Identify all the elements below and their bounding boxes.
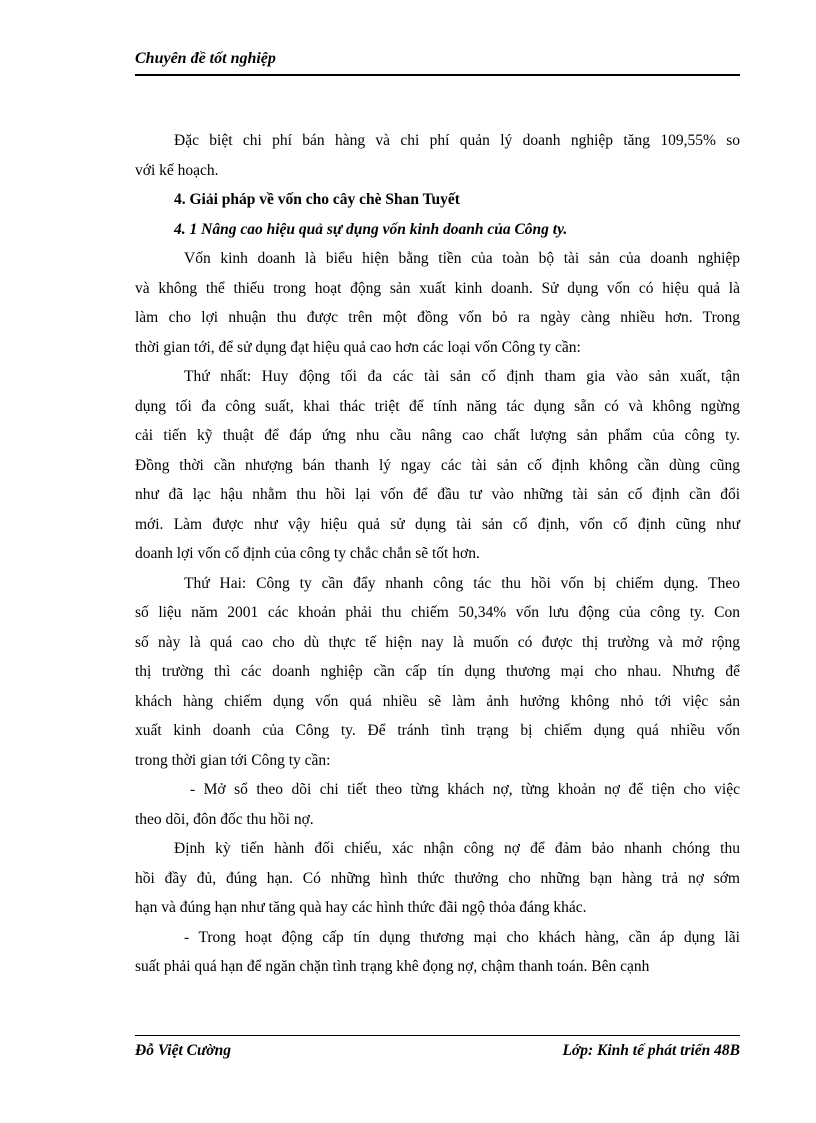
text-line: Vốn kinh doanh là biểu hiện bằng tiền của toàn bộ tài sản của doanh nghiệp: [184, 250, 740, 267]
text-line: khách hàng chiếm dụng vốn quá nhiều sẽ làm ảnh hưởng không nhỏ tới việc sản: [135, 692, 740, 710]
header-title: Chuyên đề tốt nghiệp: [135, 50, 276, 67]
subsection-heading: 4. 1 Nâng cao hiệu quả sự dụng vốn kinh doanh của Công ty.: [174, 220, 568, 238]
text-line: - Trong hoạt động cấp tín dụng thương mại cho khách hàng, cần áp dụng lãi: [184, 928, 740, 946]
text-line: Đặc biệt chi phí bán hàng và chi phí quản lý doanh nghiệp tăng 109,55% so: [174, 132, 740, 149]
text-line: thị trường thì các doanh nghiệp cần cấp tín dụng thương mại cho nhau. Nhưng để: [135, 663, 740, 680]
page-header: [135, 48, 740, 76]
paragraph-4: [135, 569, 740, 776]
text-line: Định kỳ tiến hành đối chiếu, xác nhận công nợ để đảm bảo nhanh chóng thu: [174, 840, 740, 857]
text-line: số này là quá cao cho dù thực tế hiện nay là muốn có được thị trường và mở rộng: [135, 633, 740, 651]
paragraph-6: [135, 834, 740, 923]
text-line: suất phải quá hạn để ngăn chặn tình trạng khê đọng nợ, chậm thanh toán. Bên cạnh: [135, 958, 650, 975]
text-line: trong thời gian tới Công ty cần:: [135, 751, 331, 769]
author-name: Đỗ Việt Cường: [135, 1042, 231, 1059]
paragraph-2: [135, 244, 740, 362]
section-heading: 4. Giải pháp về vốn cho cây chè Shan Tuyết: [174, 191, 460, 208]
text-line: hồi đầy đủ, đúng hạn. Có những hình thức thưởng cho những bạn hàng trả nợ sớm: [135, 869, 740, 887]
paragraph-3: [135, 362, 740, 569]
paragraph-5: [135, 775, 740, 834]
text-line: hạn và đúng hạn như tăng quà hay các hình thức đãi ngộ thỏa đáng khác.: [135, 899, 587, 916]
text-line: doanh lợi vốn cố định của công ty chắc chắn sẽ tốt hơn.: [135, 545, 480, 562]
paragraph-7: [135, 923, 740, 982]
text-line: Đồng thời cần nhượng bán thanh lý ngay các tài sản cố định không cần dùng cũng: [135, 456, 740, 474]
text-line: cải tiến kỹ thuật để đáp ứng nhu cầu nâng cao chất lượng sản phẩm của công ty.: [135, 427, 740, 444]
text-line: với kế hoạch.: [135, 161, 219, 179]
text-line: Thứ nhất: Huy động tối đa các tài sản cố định tham gia vào sản xuất, tận: [184, 368, 740, 385]
text-line: và không thể thiếu trong hoạt động sản xuất kinh doanh. Sử dụng vốn có hiệu quả là: [135, 279, 740, 297]
text-line: số liệu năm 2001 các khoản phải thu chiếm 50,34% vốn lưu động của công ty. Con: [135, 604, 740, 621]
document-body: [135, 126, 740, 982]
text-line: Thứ Hai: Công ty cần đẩy nhanh công tác thu hồi vốn bị chiếm dụng. Theo: [184, 574, 740, 592]
page-footer: [135, 1035, 740, 1066]
text-line: - Mở sổ theo dõi chi tiết theo từng khách nợ, từng khoản nợ để tiện cho việc: [190, 781, 740, 798]
paragraph-1: [135, 126, 740, 185]
text-line: xuất kinh doanh của Công ty. Để tránh tình trạng bị chiếm dụng quá nhiều vốn: [135, 722, 740, 739]
class-name: Lớp: Kinh tế phát triển 48B: [562, 1042, 740, 1059]
text-line: mới. Làm được như vậy hiệu quả sử dụng tài sản cố định, vốn cố định cũng như: [135, 515, 740, 533]
text-line: thời gian tới, để sử dụng đạt hiệu quả cao hơn các loại vốn Công ty cần:: [135, 338, 581, 356]
text-line: dụng tối đa công suất, khai thác triệt để tính năng tác dụng sẵn có và không ngừng: [135, 397, 740, 415]
text-line: theo dõi, đôn đốc thu hồi nợ.: [135, 810, 314, 828]
text-line: làm cho lợi nhuận thu được trên một đồng vốn bỏ ra ngày càng nhiều hơn. Trong: [135, 309, 740, 326]
text-line: như đã lạc hậu nhằm thu hồi lại vốn để đầu tư vào những tài sản cố định cần đổi: [135, 486, 740, 503]
